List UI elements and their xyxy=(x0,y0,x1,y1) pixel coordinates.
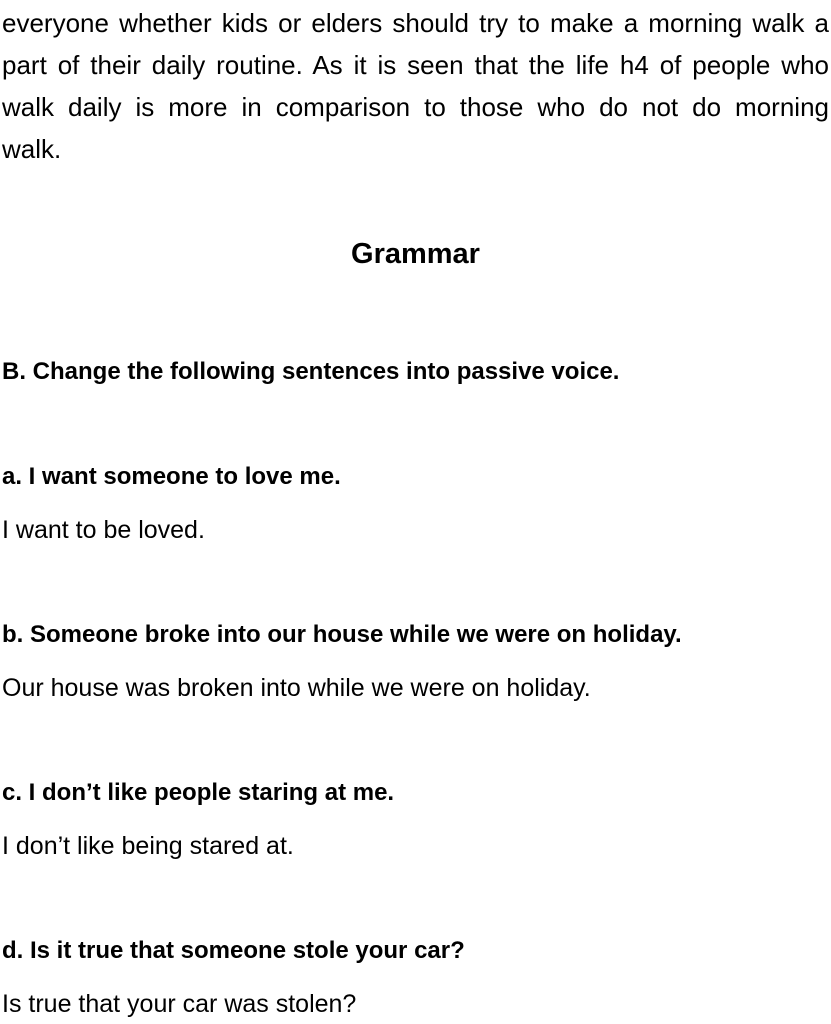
exercise-question: c. I don’t like people staring at me. xyxy=(2,779,395,806)
exercise-question: a. I want someone to love me. xyxy=(2,463,341,490)
exercise-answer: I don’t like being stared at. xyxy=(2,832,294,860)
intro-paragraph xyxy=(2,2,829,170)
exercise-answer: I want to be loved. xyxy=(2,516,205,544)
paragraph-line: everyone whether kids or elders should try to make a morning walk a xyxy=(2,8,829,38)
exercise-answer: Our house was broken into while we were on holiday. xyxy=(2,674,591,702)
exercise-instruction: B. Change the following sentences into passive voice. xyxy=(2,358,620,385)
exercise-answer: Is true that your car was stolen? xyxy=(2,990,357,1018)
paragraph-line: walk daily is more in comparison to those who do not do morning xyxy=(2,92,829,122)
exercise-question: b. Someone broke into our house while we were on holiday. xyxy=(2,621,682,648)
paragraph-line: walk. xyxy=(2,134,62,164)
exercise-question: d. Is it true that someone stole your car? xyxy=(2,937,465,964)
section-heading: Grammar xyxy=(351,238,480,270)
paragraph-line: part of their daily routine. As it is seen that the life h4 of people who xyxy=(2,50,829,80)
